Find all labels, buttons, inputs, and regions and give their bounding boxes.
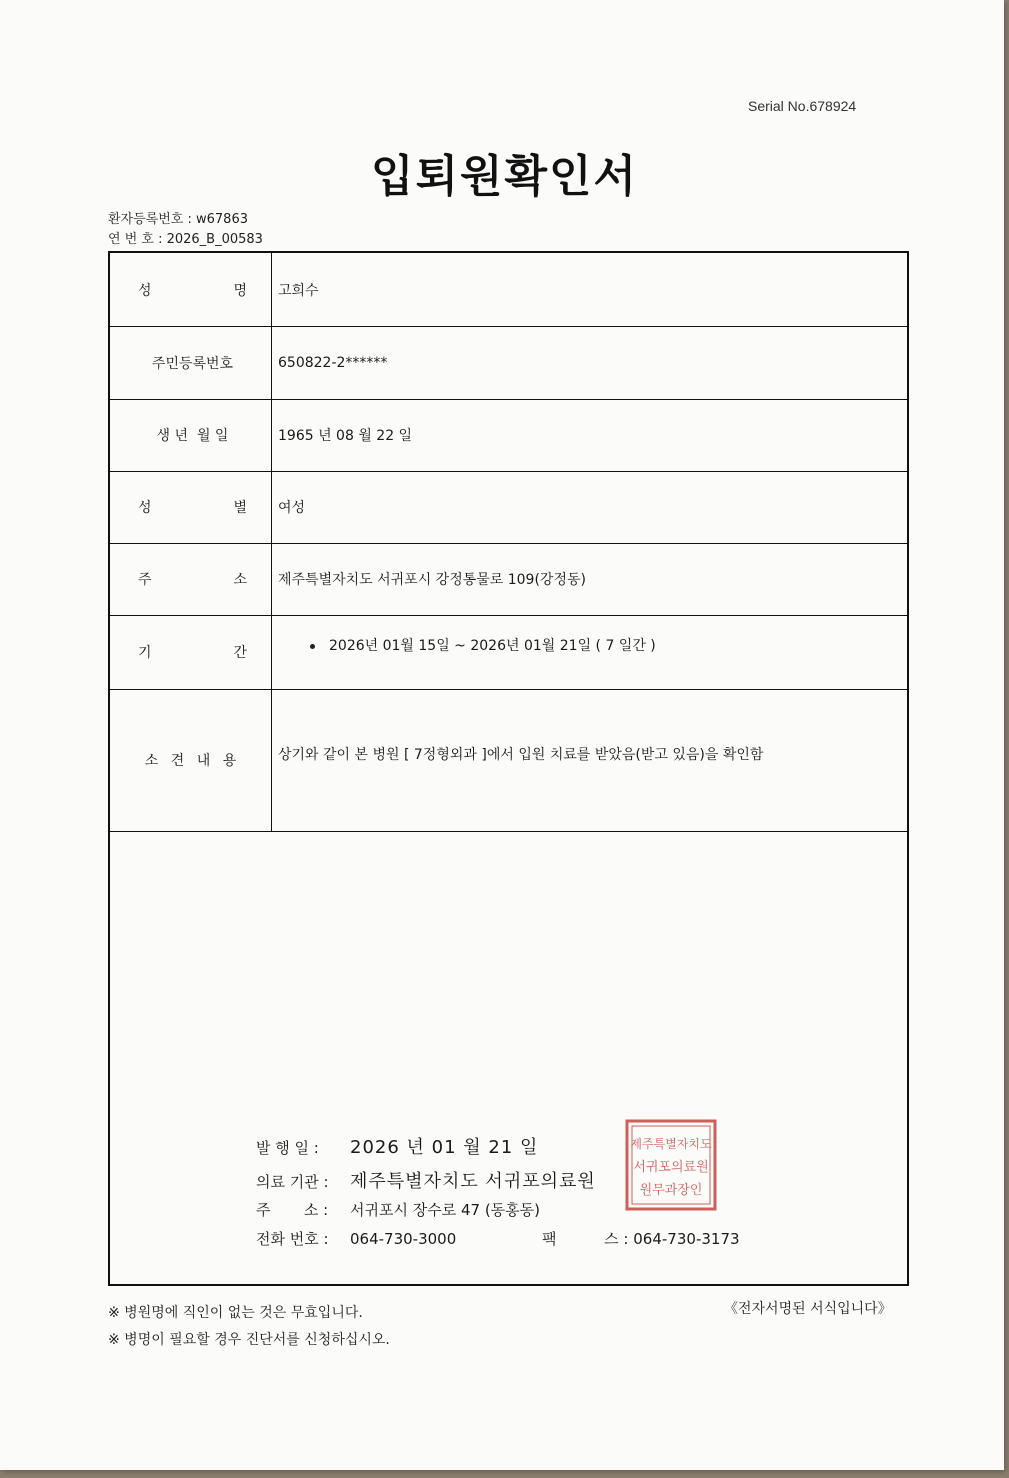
label-name bbox=[110, 253, 272, 326]
issue-date: 2026 년 01 월 21 일 bbox=[350, 1137, 539, 1158]
issue-org-line bbox=[256, 1167, 596, 1193]
value-name: 고희수 bbox=[278, 282, 319, 299]
row-dob bbox=[110, 399, 907, 472]
value-opinion: 상기와 같이 본 병원 [ 7정형외과 ]에서 입원 치료를 받았음(받고 있음)을 확인함 bbox=[278, 747, 764, 763]
label-name-b: 명 bbox=[233, 282, 247, 299]
value-rrn: 650822-2****** bbox=[278, 354, 388, 371]
issue-address-line bbox=[256, 1199, 540, 1220]
issue-org-label: 의료 기관 : bbox=[256, 1173, 329, 1191]
serial-number: Serial No.678924 bbox=[748, 98, 857, 114]
issue-date-line bbox=[256, 1133, 538, 1159]
row-sex bbox=[110, 471, 907, 544]
patient-registration-number: 환자등록번호 : w67863 bbox=[108, 212, 248, 227]
footer-note-1: ※ 병원명에 직인이 없는 것은 무효입니다. bbox=[108, 1305, 363, 1321]
issue-address: 서귀포시 장수로 47 (동홍동) bbox=[350, 1201, 540, 1219]
footer-note-2: ※ 병명이 필요할 경우 진단서를 신청하십시오. bbox=[108, 1332, 390, 1348]
label-address-a: 주 bbox=[138, 572, 152, 588]
issue-fax bbox=[542, 1228, 740, 1249]
certificate-table bbox=[108, 251, 909, 1286]
electronic-signature-note: 《전자서명된 서식입니다》 bbox=[724, 1301, 892, 1317]
seal-line-1: 제주특별자치도 bbox=[630, 1137, 712, 1151]
label-sex-b: 별 bbox=[233, 500, 247, 516]
label-address-b: 소 bbox=[233, 572, 247, 588]
period-text: 2026년 01월 15일 ~ 2026년 01월 21일 ( 7 일간 ) bbox=[329, 638, 656, 654]
label-dob: 생 년 월 일 bbox=[110, 399, 272, 471]
issue-address-label: 주 소 : bbox=[256, 1201, 329, 1219]
value-period bbox=[310, 635, 656, 655]
document-title: 입퇴원확인서 bbox=[370, 151, 639, 202]
bullet-icon bbox=[310, 644, 315, 649]
issue-tel: 064-730-3000 bbox=[350, 1230, 457, 1248]
label-rrn: 주민등록번호 bbox=[110, 326, 272, 399]
document-serial-number: 연 번 호 : 2026_B_00583 bbox=[108, 232, 263, 247]
label-sex-a: 성 bbox=[138, 500, 152, 516]
row-rrn bbox=[110, 326, 907, 400]
value-sex: 여성 bbox=[278, 500, 306, 516]
label-name-a: 성 bbox=[138, 282, 152, 299]
seal-line-3: 원무과장인 bbox=[639, 1183, 703, 1198]
label-sex bbox=[110, 471, 272, 543]
issue-fax-number: 064-730-3173 bbox=[633, 1230, 740, 1248]
issue-contact-line bbox=[256, 1228, 740, 1249]
label-period bbox=[110, 615, 272, 689]
seal-line-2: 서귀포의료원 bbox=[633, 1160, 709, 1175]
label-period-a: 기 bbox=[138, 645, 152, 661]
row-name bbox=[110, 253, 907, 327]
label-address bbox=[110, 543, 272, 615]
row-address bbox=[110, 543, 907, 616]
issue-date-label: 발 행 일 : bbox=[256, 1139, 319, 1157]
issue-fax-label: 팩 스 : bbox=[542, 1230, 629, 1248]
value-address: 제주특별자치도 서귀포시 강정통물로 109(강정동) bbox=[278, 572, 586, 588]
official-seal-icon bbox=[624, 1118, 718, 1212]
row-period bbox=[110, 615, 907, 690]
value-dob: 1965 년 08 월 22 일 bbox=[278, 428, 413, 444]
label-period-b: 간 bbox=[233, 645, 247, 661]
row-opinion bbox=[110, 689, 907, 832]
issue-org: 제주특별자치도 서귀포의료원 bbox=[350, 1171, 596, 1192]
label-opinion: 소 견 내 용 bbox=[110, 689, 272, 831]
issue-tel-label: 전화 번호 : bbox=[256, 1230, 329, 1248]
